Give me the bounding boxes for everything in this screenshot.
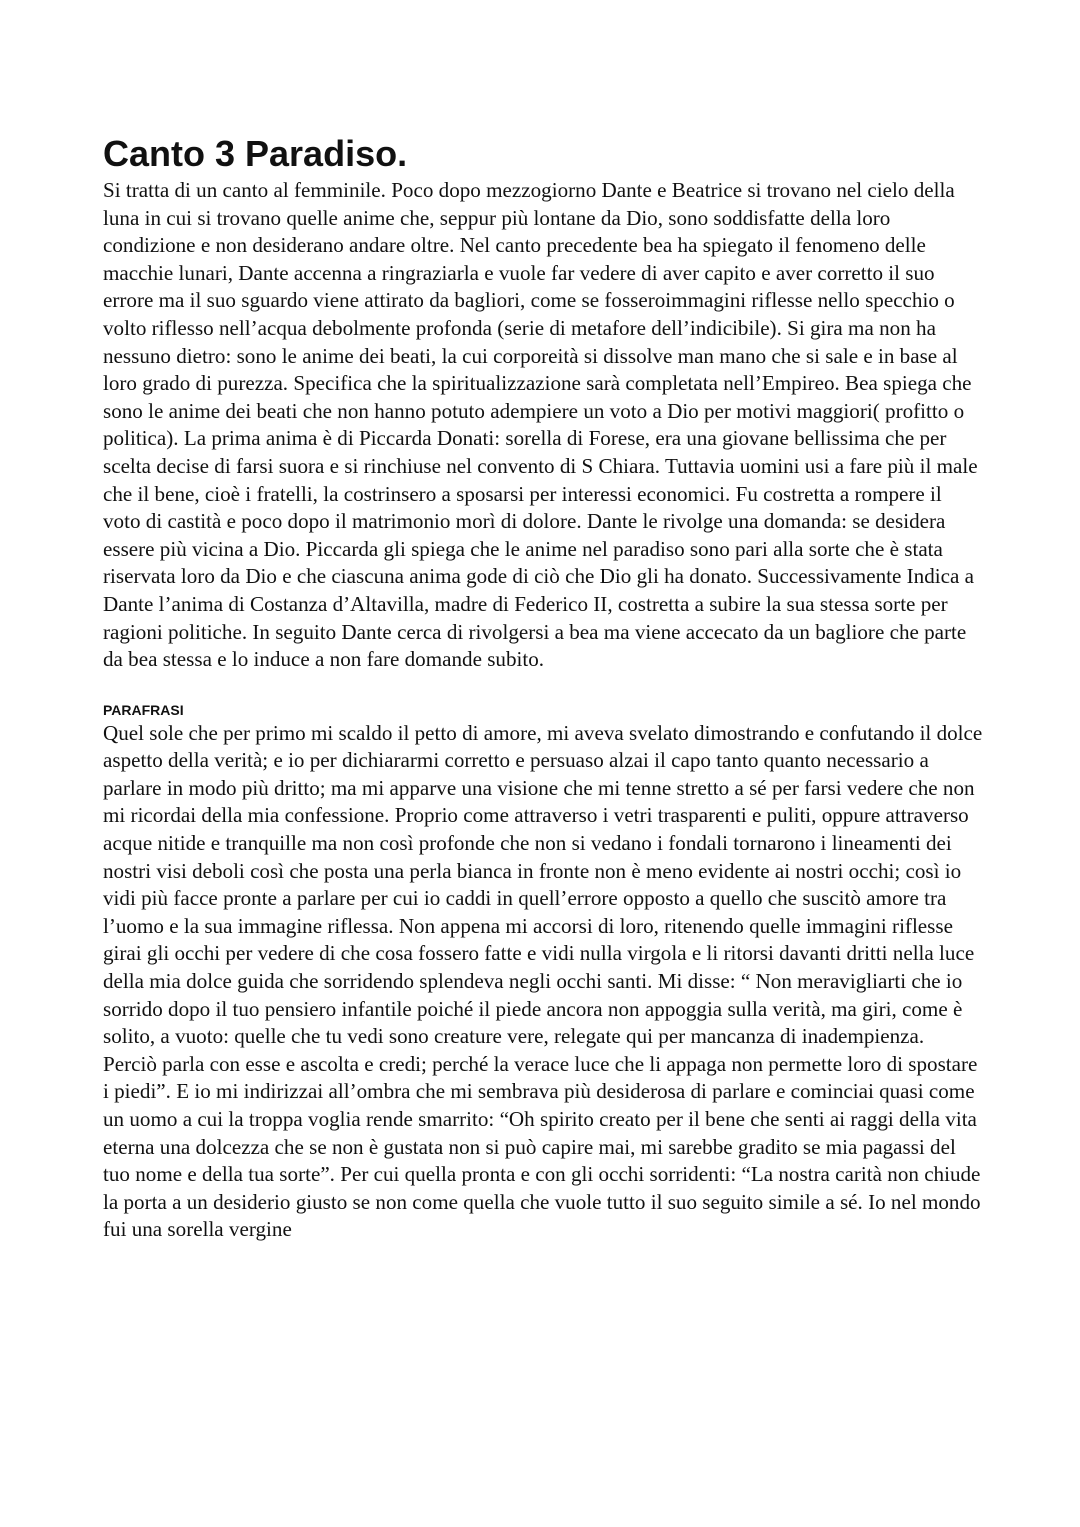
page-title: Canto 3 Paradiso. (103, 133, 408, 174)
intro-paragraph: Si tratta di un canto al femminile. Poco dopo mezzogiorno Dante e Beatrice si trovano nel cielo della luna in cui si trovano quelle anime che, seppur più lontane da Dio, sono soddisfatte della loro condizione e non desiderano andare oltre. Nel canto precedente bea ha spiegato il fenomeno delle macchie lunari, Dante accenna a ringraziarla e vuole far vedere di aver capito e aver corretto il suo errore ma il suo sguardo viene attirato da bagliori, come se fosseroimmagini riflesse nello specchio o volto riflesso nell’acqua debolmente profonda (serie di metafore dell’indicibile). Si gira ma non ha nessuno dietro: sono le anime dei beati, la cui corporeità si dissolve man mano che si sale e in base al loro grado di purezza. Specifica che la spiritualizzazione sarà completata nell’Empireo. Bea spiega che sono le anime dei beati che non hanno potuto adempiere un voto a Dio per motivi maggiori( profitto o politica). La prima anima è di Piccarda Donati: sorella di Forese, era una giovane bellissima che per scelta decise di farsi suora e si rinchiuse nel convento di S Chiara. Tuttavia uomini usi a fare più il male che il bene, cioè i fratelli, la costrinsero a sposarsi per interessi economici. Fu costretta a rompere il voto di castità e poco dopo il matrimonio morì di dolore. Dante le rivolge una domanda: se desidera essere più vicina a Dio. Piccarda gli spiega che le anime nel paradiso sono pari alla sorte che è stata riservata loro da Dio e che ciascuna anima gode di ciò che Dio gli ha donato. Successivamente Indica a Dante l’anima di Costanza d’Altavilla, madre di Federico II, costretta a subire la sua stessa sorte per ragioni politiche. In seguito Dante cerca di rivolgersi a bea ma viene accecato da un bagliore che parte da bea stessa e lo induce a non fare domande subito. (103, 178, 978, 672)
section-heading-parafrasi: PARAFRASI (103, 701, 184, 718)
document-page (103, 131, 983, 1244)
paraphrase-paragraph: Quel sole che per primo mi scaldo il petto di amore, mi aveva svelato dimostrando e confutando il dolce aspetto della verità; e io per dichiararmi corretto e persuaso alzai il capo tanto quanto necessario a parlare in modo più dritto; ma mi apparve una visione che mi tenne stretto a sé per farsi vedere che non mi ricordai della mia confessione. Proprio come attraverso i vetri trasparenti e puliti, oppure attraverso acque nitide e tranquille ma non così profonde che non si vedano i fondali tornarono i lineamenti dei nostri visi deboli così che posta una perla bianca in fronte non è meno evidente ai nostri occhi; così io vidi più facce pronte a parlare per cui io caddi in quell’errore opposto a quello che suscitò amore tra l’uomo e la sua immagine riflessa. Non appena mi accorsi di loro, ritenendo quelle immagini riflesse girai gli occhi per vedere di che cosa fossero fatte e vidi nulla virgola e li ritorsi davanti dritti nella luce della mia dolce guida che sorridendo splendeva negli occhi santi. Mi disse: “ Non meravigliarti che io sorrido dopo il tuo pensiero infantile poiché il piede ancora non appoggia sulla verità, ma giri, come è solito, a vuoto: quelle che tu vedi sono creature vere, relegate qui per mancanza di inadempienza. Perciò parla con esse e ascolta e credi; perché la verace luce che li appaga non permette loro di spostare i piedi”. E io mi indirizzai all’ombra che mi sembrava più desiderosa di parlare e cominciai quasi come un uomo a cui la troppa voglia rende smarrito: “Oh spirito creato per il bene che senti ai raggi della vita eterna una dolcezza che se non è gustata non si può capire mai, mi sarebbe gradito se mia pagassi del tuo nome e della tua sorte”. Per cui quella pronta e con gli occhi sorridenti: “La nostra carità non chiude la porta a un desiderio giusto se non come quella che vuole tutto il suo seguito simile a sé. Io nel mondo fui una sorella vergine (103, 720, 983, 1242)
